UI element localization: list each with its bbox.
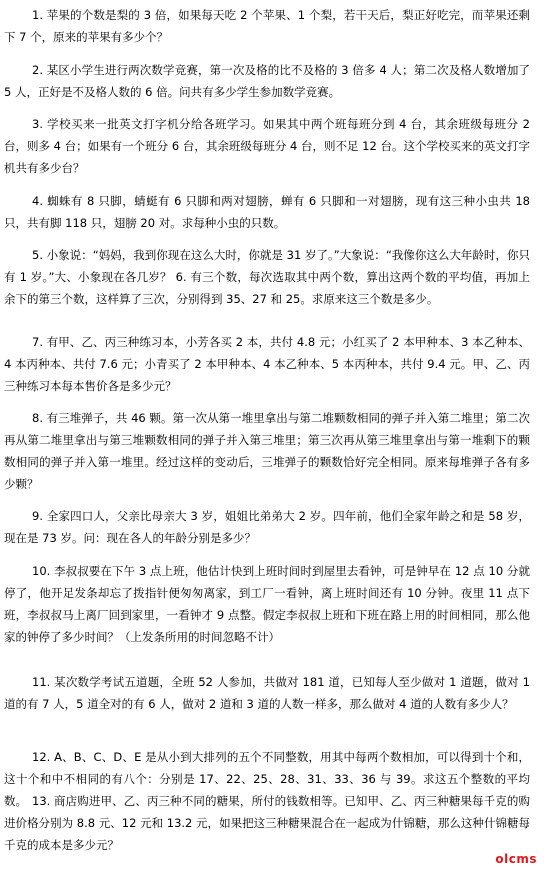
problem-10: 10. 李叔叔要在下午 3 点上班，他估计快到上班时间时到屋里去看钟，可是钟早在 12 点 10 分就停了，他开足发条却忘了拨指针便匆匆离家，到工厂一看钟，离上班时间还有 10 分钟。夜里 11 点下班，李叔叔马上离厂回到家里，一看钟才 9 点整。假定李叔叔上班和下班在路上用的时间相同，那么他家的钟停了多少时间？（上发条所用的时间忽略不计） bbox=[4, 564, 530, 644]
problem-3: 3. 学校买来一批英文打字机分给各班学习。如果其中两个班每班分到 4 台，其余班级每班分 2 台，则多 4 台；如果有一个班分 6 台，其余班级每班分 4 台，则不足 12 台。这个学校买来的英文打字机共有多少台？ bbox=[4, 117, 530, 175]
problem-9: 9. 全家四口人，父亲比母亲大 3 岁，姐姐比弟弟大 2 岁。四年前，他们全家年龄之和是 58 岁，现在是 73 岁。问：现在各人的年龄分别是多少？ bbox=[4, 509, 530, 545]
site-watermark: olcms bbox=[495, 852, 537, 866]
problem-7: 7. 有甲、乙、丙三种练习本，小芳各买 2 本，共付 4.8 元；小红买了 2 本甲种本、3 本乙种本、4 本丙种本、共付 7.6 元；小青买了 2 本甲种本、4 本乙种本、5 本丙种本，共付 9.4 元。甲、乙、丙三种练习本每本售价各是多少元？ bbox=[4, 335, 530, 393]
problem-12: 12. A、B、C、D、E 是从小到大排列的五个不同整数，用其中每两个数相加，可以得到十个和，这十个和中不相同的有八个：分别是 17、22、25、28、31、33、36 与 39。求这五个整数的平均数。 bbox=[4, 750, 530, 808]
problem-1: 1. 苹果的个数是梨的 3 倍，如果每天吃 2 个苹果、1 个梨，若干天后，梨正好吃完，而苹果还剩下 7 个，原来的苹果有多少个？ bbox=[4, 8, 530, 44]
problem-4: 4. 蜘蛛有 8 只脚，蜻蜓有 6 只脚和两对翅膀，蝉有 6 只脚和一对翅膀，现有这三种小虫共 18 只，共有脚 118 只，翅膀 20 对。求每种小虫的只数。 bbox=[4, 194, 530, 230]
problem-5: 5. 小象说：“妈妈，我到你现在这么大时，你就是 31 岁了。”大象说：“我像你这么大年龄时，你只有 1 岁。”大、小象现在各几岁？ 6. 有三个数，每次选取其中两个数，算出这两个数的平均值，再加上余下的第三个数，这样算了三次，分别得到 35、27 和 25。求原来这三个数是多少。 bbox=[4, 248, 530, 306]
problem-2: 2. 某区小学生进行两次数学竞赛，第一次及格的比不及格的 3 倍多 4 人；第二次及格人数增加了 5 人，正好是不及格人数的 6 倍。问共有多少学生参加数学竞赛。 bbox=[4, 63, 530, 99]
problem-11: 11. 某次数学考试五道题，全班 52 人参加，共做对 181 道，已知每人至少做对 1 道题，做对 1 道的有 7 人，5 道全对的有 6 人，做对 2 道和 3 道的人数一样多，那么做对 4 道的人数有多少人？ bbox=[4, 675, 530, 711]
problem-8: 8. 有三堆弹子，共 46 颗。第一次从第一堆里拿出与第二堆颗数相同的弹子并入第二堆里；第二次再从第二堆里拿出与第三堆颗数相同的弹子并入第三堆里；第三次再从第三堆里拿出与第一堆剩下的颗数相同的弹子并入第一堆里。经过这样的变动后，三堆弹子的颗数恰好完全相同。原来每堆弹子各有多少颗？ bbox=[4, 411, 530, 491]
problem-13: 13. 商店购进甲、乙、丙三种不同的糖果，所付的钱数相等。已知甲、乙、丙三种糖果每千克的购进价格分别为 8.8 元、12 元和 13.2 元，如果把这三种糖果混合在一起成为什锦糖，那么这种什锦糖每千克的成本是多少元？ bbox=[4, 794, 530, 852]
